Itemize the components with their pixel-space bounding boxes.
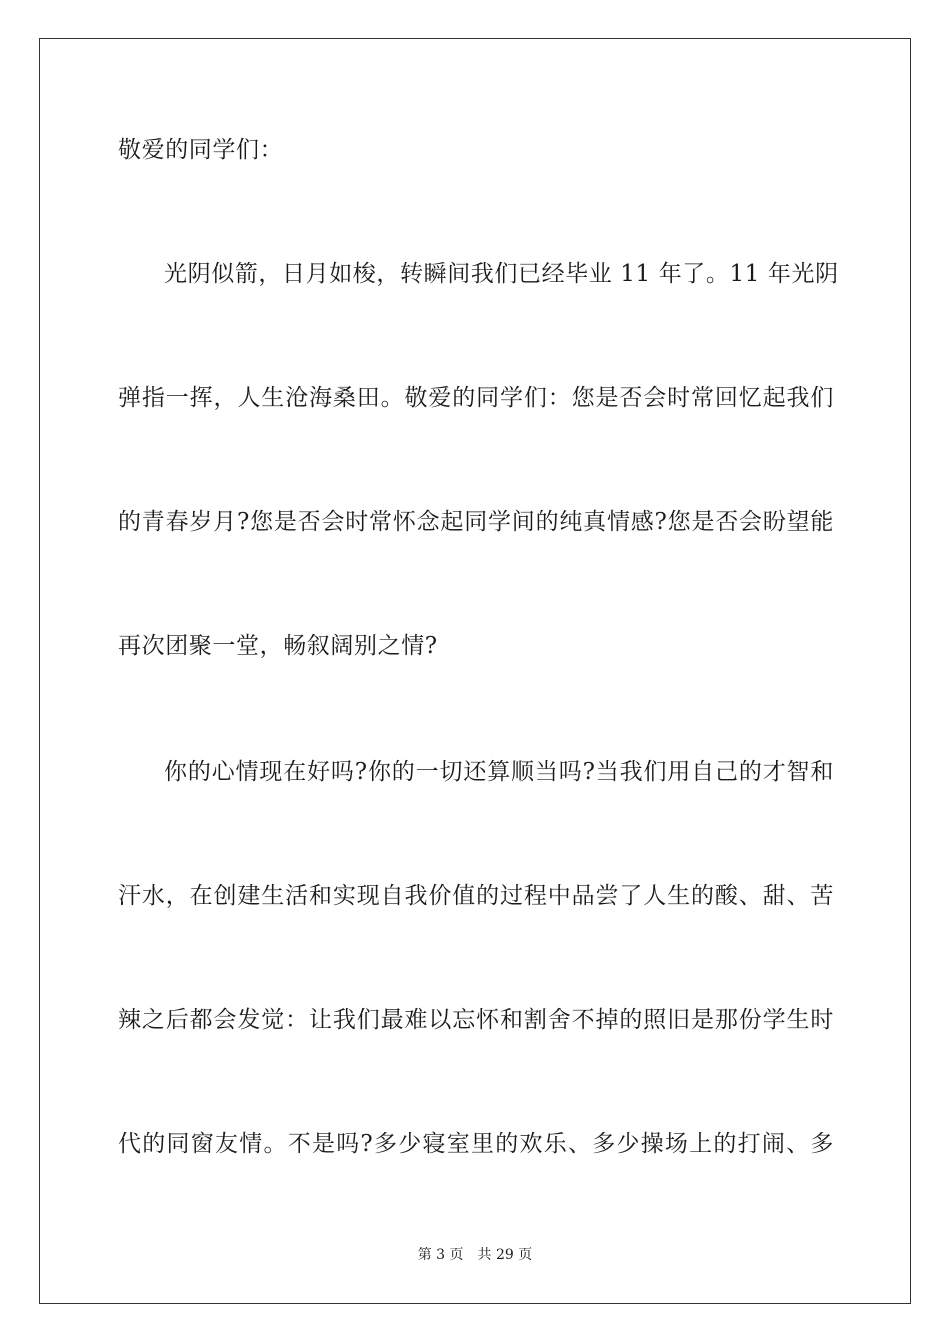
- paragraph-1-line-3: 的青春岁月?您是否会时常怀念起同学间的纯真情感?您是否会盼望能: [118, 509, 834, 535]
- salutation: 敬爱的同学们：: [118, 137, 284, 163]
- paragraph-2-line-4: 代的同窗友情。不是吗?多少寝室里的欢乐、多少操场上的打闹、多: [118, 1131, 834, 1157]
- paragraph-2-line-3: 辣之后都会发觉：让我们最难以忘怀和割舍不掉的照旧是那份学生时: [118, 1007, 834, 1033]
- page-total: 共 29 页: [477, 1247, 533, 1263]
- page-footer: [0, 1246, 950, 1264]
- paragraph-1-line-1: 光阴似箭，日月如梭，转瞬间我们已经毕业 11 年了。11 年光阴: [164, 261, 839, 287]
- page-border: [39, 38, 911, 1304]
- paragraph-2-line-1: 你的心情现在好吗?你的一切还算顺当吗?当我们用自己的才智和: [164, 759, 834, 785]
- paragraph-1-line-4: 再次团聚一堂，畅叙阔别之情?: [118, 633, 438, 659]
- paragraph-1-line-2: 弹指一挥，人生沧海桑田。敬爱的同学们：您是否会时常回忆起我们: [118, 385, 834, 411]
- page-number: 第 3 页: [417, 1247, 464, 1263]
- paragraph-2-line-2: 汗水，在创建生活和实现自我价值的过程中品尝了人生的酸、甜、苦: [118, 883, 834, 909]
